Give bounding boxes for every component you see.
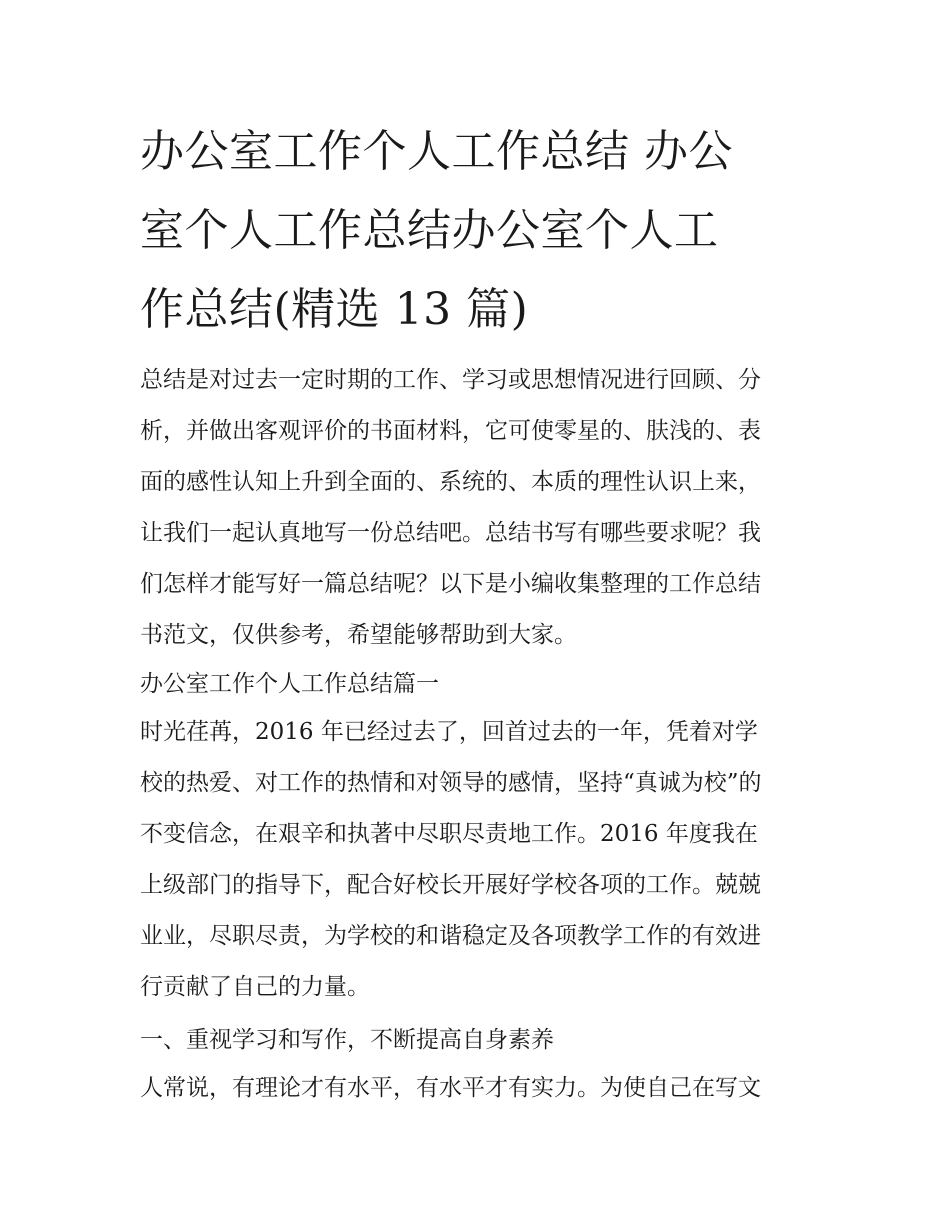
paragraph-line: 上级部门的指导下，配合好校长开展好学校各项的工作。兢兢 [140, 872, 761, 898]
paragraph-line: 业业，尽职尽责，为学校的和谐稳定及各项教学工作的有效进 [140, 923, 761, 949]
paragraph-line: 总结是对过去一定时期的工作、学习或思想情况进行回顾、分 [140, 367, 761, 393]
subheading: 一、重视学习和写作，不断提高自身素养 [140, 1027, 554, 1053]
document-body [140, 355, 820, 1114]
title-line: 办公室工作个人工作总结 办公 [140, 126, 733, 177]
section-paragraph [140, 707, 820, 1013]
paragraph-line: 校的热爱、对工作的热情和对领导的感情，坚持“真诚为校”的 [140, 770, 762, 796]
section-title: 办公室工作个人工作总结篇一 [140, 671, 439, 697]
paragraph-line: 面的感性认知上升到全面的、系统的、本质的理性认识上来， [140, 469, 761, 495]
title-line: 作总结(精选 13 篇) [140, 284, 529, 335]
paragraph-line: 让我们一起认真地写一份总结吧。总结书写有哪些要求呢？我 [140, 520, 761, 546]
paragraph-line: 行贡献了自己的力量。 [140, 974, 370, 1000]
paragraph-line: 书范文，仅供参考，希望能够帮助到大家。 [140, 622, 577, 648]
document-title [140, 112, 820, 349]
title-line: 室个人工作总结办公室个人工 [140, 205, 719, 256]
paragraph-line: 们怎样才能写好一篇总结呢？以下是小编收集整理的工作总结 [140, 571, 761, 597]
paragraph-line: 人常说，有理论才有水平，有水平才有实力。为使自己在写文 [140, 1075, 761, 1101]
paragraph-line: 析，并做出客观评价的书面材料，它可使零星的、肤浅的、表 [140, 418, 761, 444]
intro-paragraph [140, 355, 820, 661]
paragraph-line: 时光荏苒，2016 年已经过去了，回首过去的一年，凭着对学 [140, 719, 758, 745]
paragraph-line: 不变信念，在艰辛和执著中尽职尽责地工作。2016 年度我在 [140, 821, 758, 847]
document-page [140, 112, 820, 1114]
